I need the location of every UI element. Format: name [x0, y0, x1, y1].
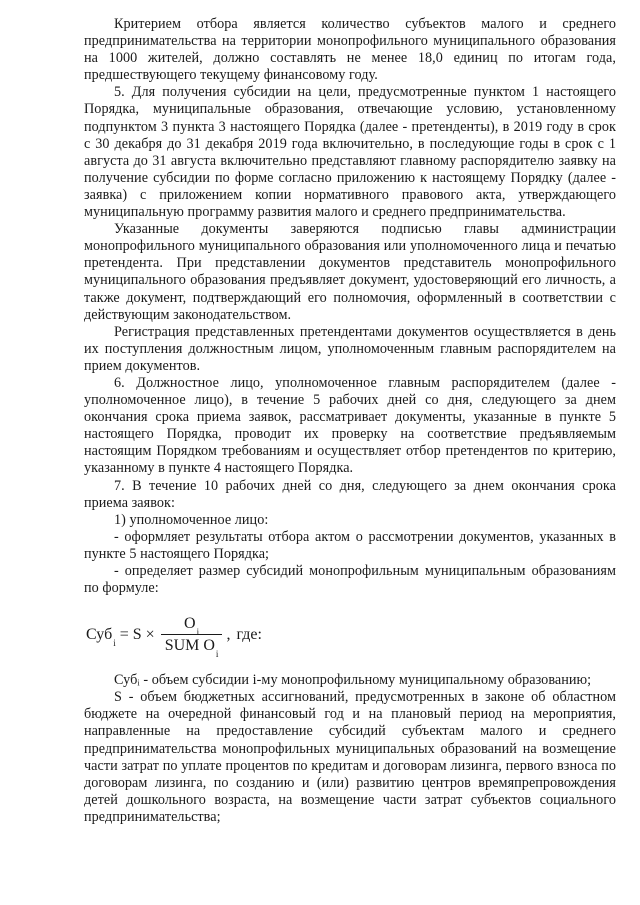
formula-equals-sign: =: [119, 626, 129, 644]
paragraph-bullet-formula-intro: - определяет размер субсидий монопрофильным муниципальным образованиям по формуле:: [84, 563, 616, 597]
formula-times-sign: ×: [145, 626, 155, 644]
paragraph-registration: Регистрация представленных претендентами документов осуществляется в день их поступления должностным лицом, уполномоченным главным распорядителем на прием документов.: [84, 323, 616, 374]
formula-denominator-symbol: SUM O: [164, 637, 215, 655]
formula-fraction: [161, 615, 223, 660]
paragraph-subitem-1: 1) уполномоченное лицо:: [114, 511, 269, 528]
paragraph-bullet-act: - оформляет результаты отбора актом о рассмотрении документов, указанных в пункте 5 настоящего Порядка;: [84, 528, 616, 562]
formula-numerator: [178, 615, 205, 638]
paragraph-item-7: 7. В течение 10 рабочих дней со дня, следующего за днем окончания срока приема заявок:: [84, 477, 616, 511]
formula-lhs-symbol: Суб: [86, 626, 113, 644]
formula-denominator: [161, 635, 223, 660]
formula-s-symbol: S: [132, 626, 142, 644]
paragraph-documents-certification: Указанные документы заверяются подписью главы администрации монопрофильного муниципального образования или уполномоченного лица и печатью претендента. При представлении документов представитель монопрофильного муниципального образования предъявляет документ, удостоверяющий его личность, а также документ, подтверждающий его полномочия, оформленный в соответствии с действующим законодательством.: [84, 221, 616, 323]
formula-lhs: [86, 626, 116, 649]
formula-numerator-subscript: i: [196, 627, 200, 638]
formula-comma: ,: [226, 626, 231, 644]
paragraph-definition-sub: Субᵢ - объем субсидии i-му монопрофильному муниципальному образованию;: [114, 672, 592, 689]
formula-numerator-symbol: O: [184, 615, 196, 633]
subsidy-formula: [86, 598, 616, 672]
paragraph-definition-s: S - объем бюджетных ассигнований, предусмотренных в законе об областном бюджете на очередной финансовый год и на плановый период на мероприятия, направленные на предоставление субсидий субъектам малого и среднего предпринимательства монопрофильных муниципальных образований на возмещение части затрат по уплате процентов по кредитам и договорам лизинга, первого взноса по договорам лизинга, по созданию и (или) развитию центров времяпрепровождения детей дошкольного возраста, на возмещение части затрат субъектов социального предпринимательства;: [84, 689, 616, 825]
paragraph-item-6: 6. Должностное лицо, уполномоченное главным распорядителем (далее - уполномоченное лицо), в течение 5 рабочих дней со дня, следующего за днем окончания срока приема заявок, рассматривает документы, указанные в пункте 5 настоящего Порядка, проводит их проверку на соответствие предъявляемым настоящим Порядком требованиям и осуществляет отбор претендентов по критерию, указанному в пункте 4 настоящего Порядка.: [84, 374, 616, 477]
formula-where-label: где:: [236, 626, 262, 644]
paragraph-selection-criterion: Критерием отбора является количество субъектов малого и среднего предпринимательства на территории монопрофильного муниципального образования на 1000 жителей, должно составлять не менее 18,0 единиц по итогам года, предшествующего текущему финансовому году.: [84, 16, 616, 84]
paragraph-item-5: 5. Для получения субсидии на цели, предусмотренные пунктом 1 настоящего Порядка, муниципальные образования, отвечающие условию, установленному подпунктом 3 пункта 3 настоящего Порядка (далее - претенденты), в 2019 году в срок с 30 декабря до 31 декабря 2019 года включительно, в последующие годы в срок с 1 августа до 31 августа включительно представляют главному распорядителю заявку на получение субсидии по форме согласно приложению к настоящему Порядку (далее - заявка) с приложением копии нормативного правового акта, утверждающего муниципальную программу развития малого и среднего предпринимательства.: [84, 84, 616, 221]
formula-denominator-subscript: i: [215, 649, 219, 660]
formula-lhs-subscript: i: [113, 638, 116, 649]
